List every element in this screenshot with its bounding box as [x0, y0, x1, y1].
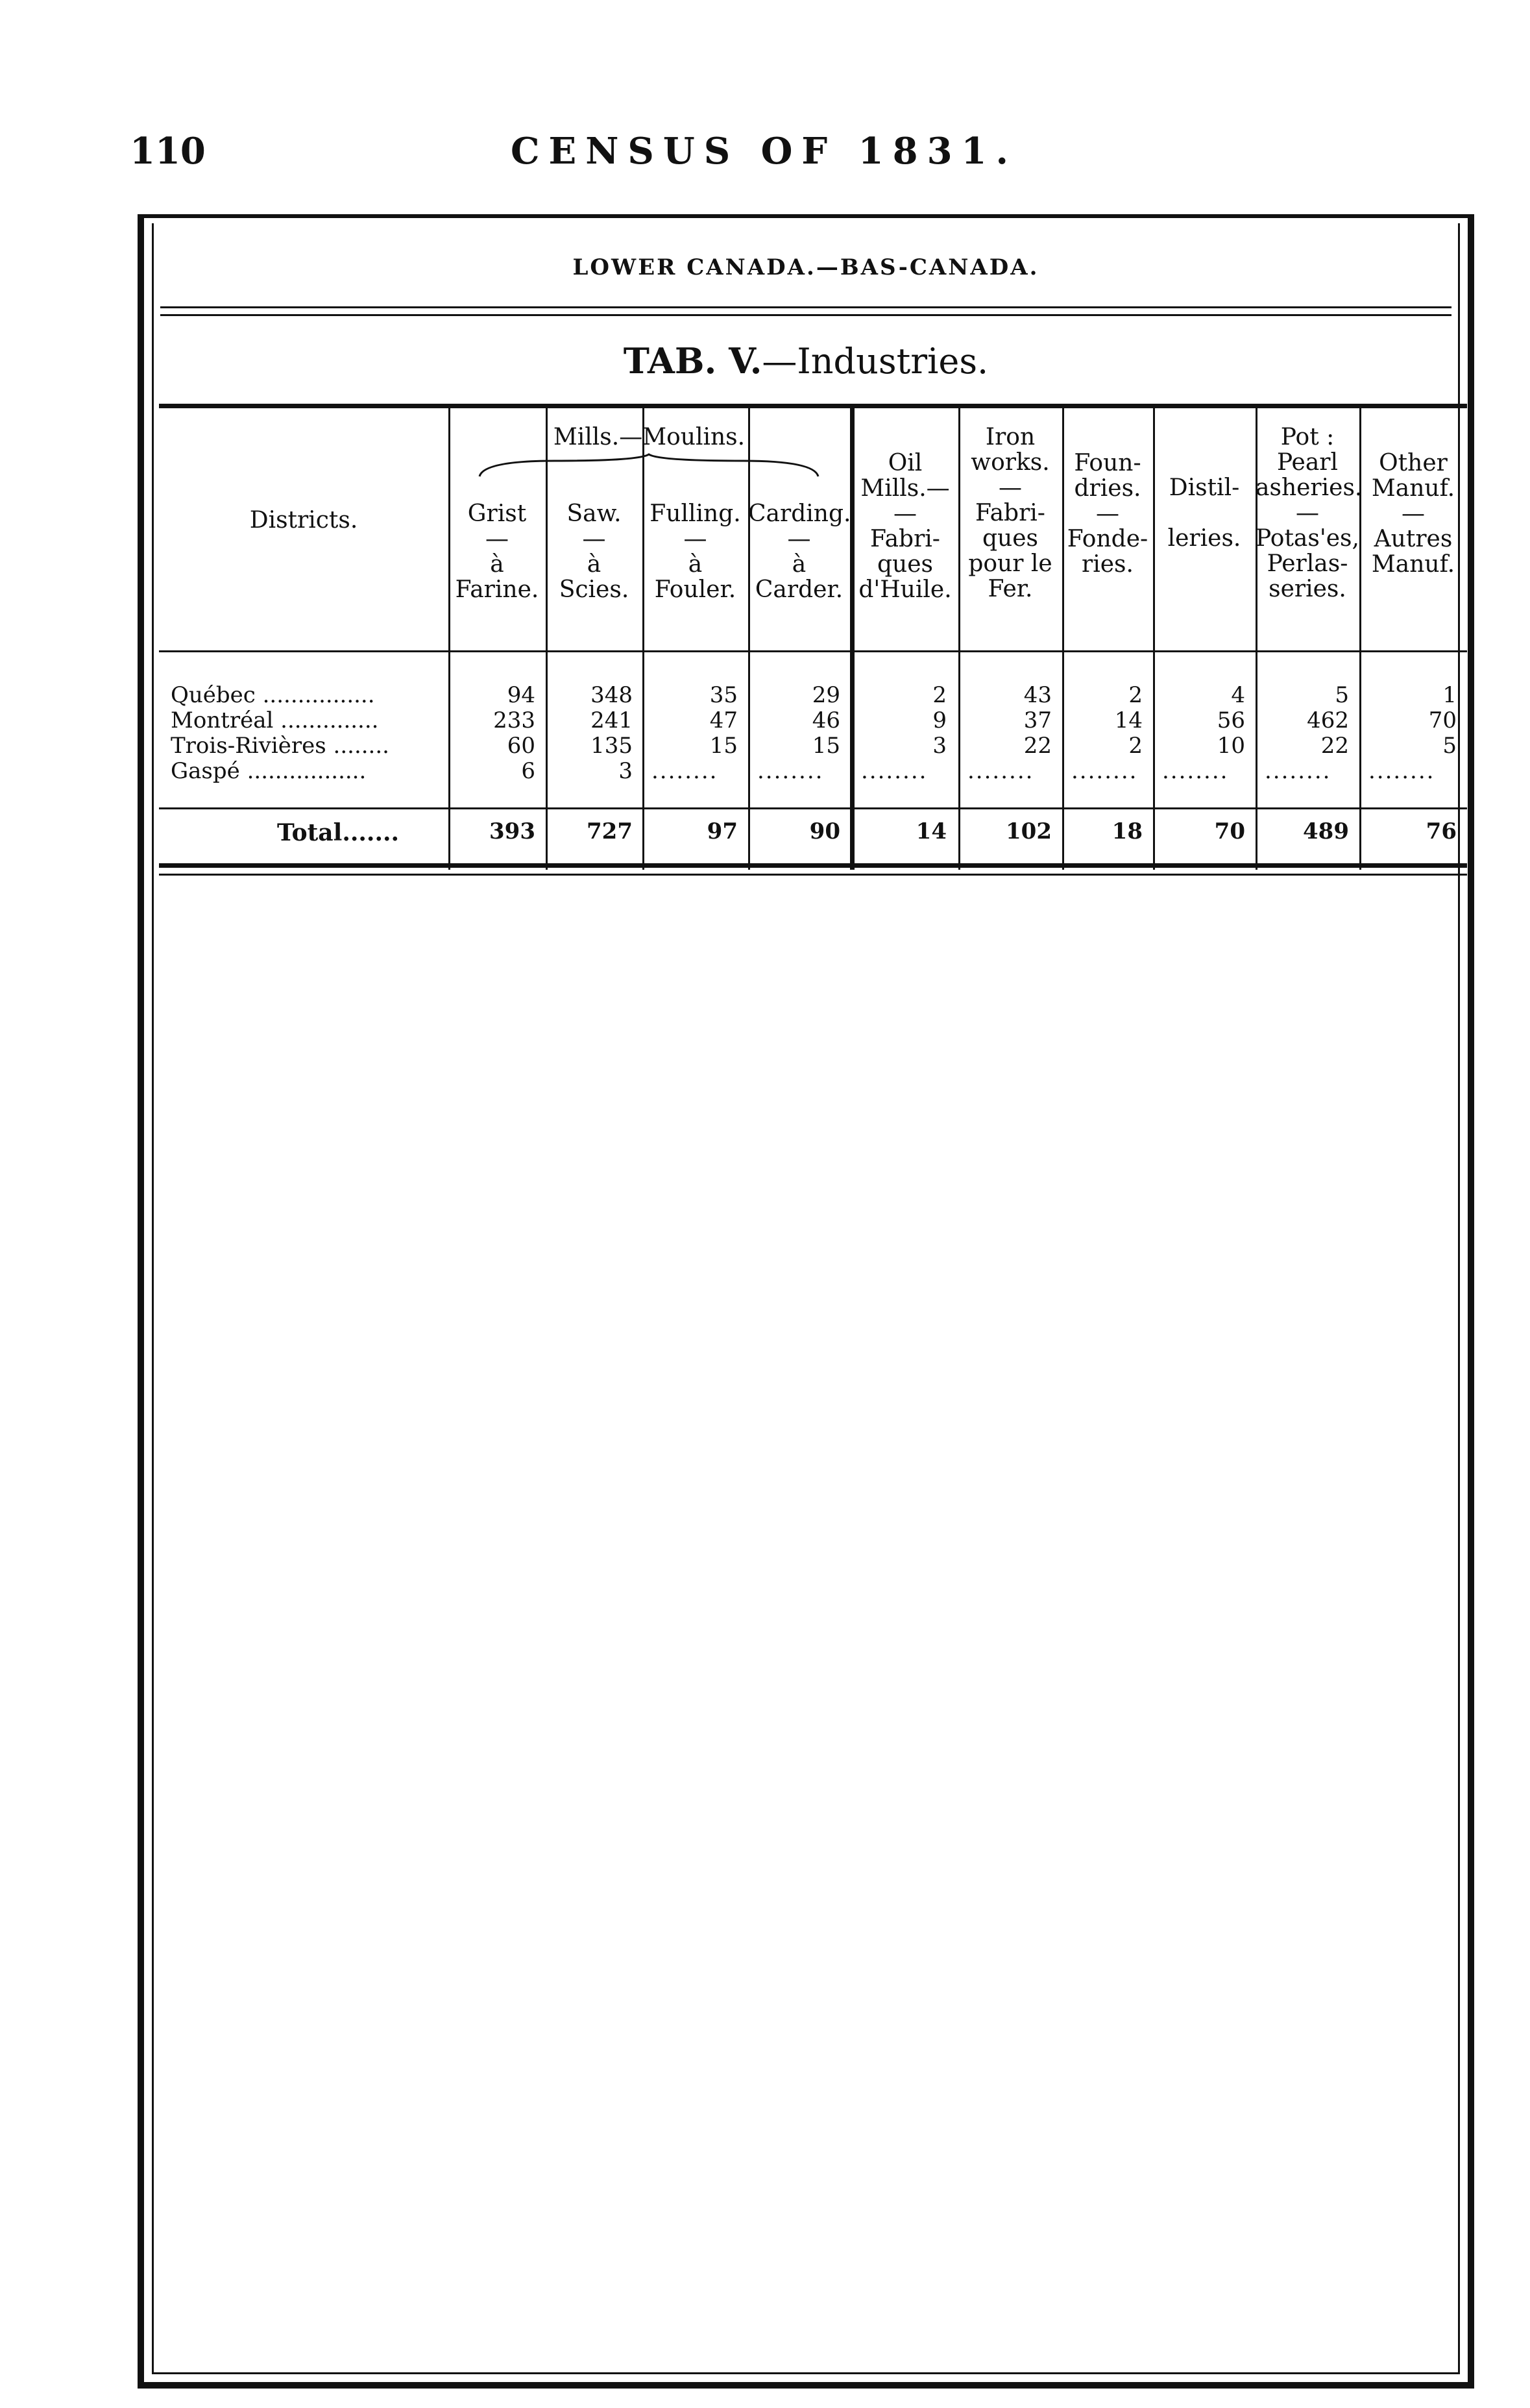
empty-cell: ........: [1071, 758, 1138, 784]
header-bottom-rule: [159, 650, 1467, 652]
table-cell: 9: [932, 707, 947, 733]
empty-cell: ........: [651, 758, 718, 784]
header-potash: Pot : Pearl asheries. — Potas'es, Perlas- series.: [1256, 424, 1363, 602]
header-mills-group: Mills.—Moulins.: [553, 424, 746, 450]
empty-cell: ........: [1265, 758, 1331, 784]
header-grist: Grist — à Farine.: [455, 500, 539, 603]
table-cell: 37: [1023, 707, 1052, 733]
table-cell: 135: [590, 733, 633, 759]
table-cell: 2: [932, 682, 947, 708]
table-frame-inner: [152, 223, 1460, 2374]
col-divider: [448, 404, 450, 870]
total-label: Total.......: [277, 819, 400, 846]
table-number: TAB. V.: [623, 340, 762, 382]
header-saw: Saw. — à Scies.: [559, 500, 629, 603]
table-cell: 348: [590, 682, 633, 708]
header-districts: Districts.: [249, 507, 358, 534]
empty-cell: ........: [1162, 758, 1229, 784]
table-cell: 3: [932, 733, 947, 759]
table-cell: 6: [521, 758, 535, 784]
table-cell: 56: [1217, 707, 1245, 733]
total-cell: 97: [707, 818, 738, 844]
header-oil-mills: Oil Mills.— — Fabri- ques d'Huile.: [858, 450, 952, 603]
table-cell: 10: [1217, 733, 1245, 759]
header-fulling: Fulling. — à Fouler.: [650, 500, 741, 603]
table-cell: 47: [709, 707, 738, 733]
running-title: CENSUS OF 1831.: [510, 130, 1018, 173]
total-cell: 489: [1303, 818, 1349, 844]
total-cell: 90: [809, 818, 840, 844]
empty-cell: ........: [861, 758, 928, 784]
table-cell: 5: [1442, 733, 1457, 759]
table-cell: 241: [590, 707, 633, 733]
total-cell: 727: [587, 818, 633, 844]
table-cell: 35: [709, 682, 738, 708]
table-cell: 60: [507, 733, 535, 759]
total-cell: 393: [489, 818, 535, 844]
table-bottom-rule-double: [159, 874, 1467, 876]
header-carding: Carding. — à Carder.: [748, 500, 851, 603]
total-cell: 102: [1006, 818, 1052, 844]
table-bottom-rule: [159, 863, 1467, 868]
table-cell: 2: [1128, 733, 1143, 759]
table-cell: 233: [493, 707, 535, 733]
table-cell: 2: [1128, 682, 1143, 708]
rule-top: [160, 306, 1451, 308]
district-name: Trois-Rivières ........: [171, 733, 389, 759]
region-title: LOWER CANADA.—BAS-CANADA.: [572, 254, 1039, 280]
table-cell: 43: [1023, 682, 1052, 708]
table-cell: 22: [1023, 733, 1052, 759]
table-cell: 22: [1320, 733, 1349, 759]
table-cell: 15: [812, 733, 840, 759]
table-subject: —Industries.: [762, 341, 989, 382]
header-foundries: Foun- dries. — Fonde- ries.: [1067, 450, 1148, 578]
header-other-manuf: Other Manuf. — Autres Manuf.: [1371, 450, 1455, 578]
header-distilleries: Distil- leries.: [1167, 474, 1241, 552]
total-cell: 14: [916, 818, 947, 844]
table-cell: 46: [812, 707, 840, 733]
table-cell: 14: [1114, 707, 1143, 733]
table-cell: 462: [1307, 707, 1349, 733]
empty-cell: ........: [967, 758, 1034, 784]
empty-cell: ........: [757, 758, 824, 784]
total-cell: 70: [1214, 818, 1245, 844]
district-name: Montréal ..............: [171, 707, 379, 733]
total-top-rule: [159, 807, 1467, 809]
table-cell: 94: [507, 682, 535, 708]
district-name: Québec ................: [171, 682, 375, 708]
table-cell: 70: [1428, 707, 1457, 733]
district-name: Gaspé .................: [171, 758, 367, 784]
table-cell: 4: [1231, 682, 1245, 708]
header-top-rule: [159, 404, 1467, 408]
table-frame: [138, 214, 1474, 2389]
empty-cell: ........: [1368, 758, 1435, 784]
page-header: [130, 130, 1398, 175]
rule-top-double: [160, 314, 1451, 316]
total-cell: 18: [1111, 818, 1143, 844]
table-cell: 1: [1442, 682, 1457, 708]
mills-brace: [477, 453, 821, 479]
table-title: [154, 340, 1458, 382]
header-iron-works: Iron works. — Fabri- ques pour le Fer.: [968, 424, 1052, 602]
col-divider: [1153, 404, 1155, 870]
table-cell: 15: [709, 733, 738, 759]
table-cell: 29: [812, 682, 840, 708]
table-cell: 3: [618, 758, 633, 784]
table-cell: 5: [1335, 682, 1349, 708]
total-cell: 76: [1426, 818, 1457, 844]
page-number: 110: [130, 130, 206, 173]
